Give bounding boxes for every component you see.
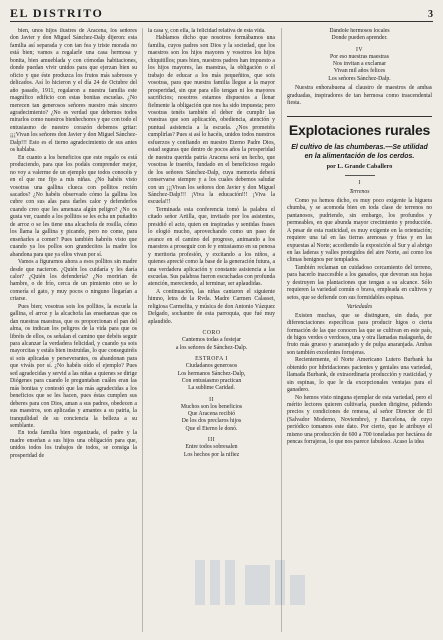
verse-line: Los hechos por la nifiez (183, 451, 240, 458)
verse-line: Los señores Sánchez-Dalp. (328, 75, 391, 82)
page-header (10, 4, 433, 22)
verse-line: La sublime Caridad. (188, 385, 235, 392)
closing-paragraph: Nuestra enhorabuena al claustro de maestros de ambas graduadas, inspiradores de tan hermosa como trascendental fiesta. (287, 85, 432, 106)
verse-line: Cantemos todas a festejar (182, 337, 241, 344)
paragraph: la casa y, con ella, la felicidad relativa de esta vida. (148, 28, 266, 34)
section-numeral: I (358, 179, 361, 186)
magazine-title: EL DISTRITO (10, 6, 104, 20)
paragraph: Existen muchas, que se distinguen, sin duda, por diferenciaciones específicas para producir higos o cierta formación de las que conocen las que se cultivan en este país, de higos verdes o verdosos, una y otra llamadas malagueña, de fruto más grueso y anaranjado y de pulpa anaranjada. Ambas son también excelentes forrajeras. (287, 312, 432, 356)
verse-line: Nos invitan a exclamar (332, 61, 387, 68)
verse-line: Que Aracena recibió (187, 411, 236, 418)
paragraph: bien, unos hijos ilustres de Aracena, los señores don Javier y don Miguel Sánchez-Dalp dijeron: esta familia así separada y con tan fea y triste morada no está bien; vamos a regalarle una casa hermosa y bonita, bien amueblada y con cómodas habitaciones, donde puedan vivir unidos para que ejerzan bien su oficio y que éste produzca los frutos más sabrosos y delicados. Así lo hicieron y el día 24 de Octubre del año pasado, 1911, regalaron a nuestra familia este magnífico edificio con estas bonitas escuelas. ¿No merecen tan generosos señores nuestro más sincero agradecimiento? ¿No es verdad que debemos todos mirarlos como nuestros bienhechores y que con todo el entusiasmo de nuestro corazón debemos gritar: ¡¡¡Vivan los señores don Javier y don Miguel Sánchez-Dalp!!! Esto es el tierno agradecimiento de sus antes os hablaba. (10, 28, 137, 154)
column-divider (281, 28, 282, 632)
byline: por L. Grande Caballero (326, 163, 393, 171)
section-rule (287, 116, 432, 117)
hymn-coro-title: CORO (202, 330, 221, 337)
verse-line: Entre todos sobresalen (185, 444, 238, 451)
paragraph: No hemos visto ninguna ejemplar de esta variedad, pero el mérito lectores quieren cultivarla, pueden dirigirse, pidiendo precios y condiciones de remesa, al señor Director de El (Salvador Moderno, Noviembre), y Barcelona, de cuyo periódico tomamos este dato. Por cierto, que le atribuye el mismo una producción de 600 a 700 toneladas por hectárea de pencas forrajeras, lo que nos parece fabuloso. Acaso la idea (287, 394, 432, 446)
subheading-terrenos: Terrenos (349, 189, 370, 196)
column-right (287, 28, 432, 634)
hymn (148, 330, 275, 459)
verse-line: Por eso nuestras maestras (330, 53, 389, 60)
column-divider (142, 28, 143, 632)
verse-line: De los dos preclaros hijos (181, 418, 242, 425)
section-subtitle: El cultivo de las chumberas.—Se utilidad en la alimentación de los cerdos. (291, 144, 428, 160)
stanza-numeral: II (209, 396, 214, 403)
stanza-numeral: IV (355, 46, 364, 53)
verse-line: Donde pueden aprender. (331, 35, 388, 42)
verse-line: Ciudadanos generosos (185, 363, 238, 370)
paragraph: En toda familia bien organizada, el padre y la madre enseñan a sus hijos una obligación para que, unidos todos los trabajos de todos, se consiga la prosperidad de (10, 430, 137, 459)
paragraph: Pues bien; vosotras sois los pollitos, la escuela la gallina, el arroz y la alcachofa las enseñanzas que os dan nuestras maestras, que os proporcionan el pan del alma, os indican los peligros de la vida para que os libréis de ellos, os señalan el camino que debéis seguir para alcanzar la verdadera felicidad, y cuando ya sois mayorcitas y estáis bien instruidas, lo que conseguiréis si sois aplicadas y perseverantes, os abandonan para que viváis por sí. ¿No habéis oído el ejemplo? Pues sed agradecidas y servid a las niñas a quienes se dirige Diógenes para cuando le preguntaban cuáles eran las más bonitas y contestó que las más agradecidas a los beneficios que se les hacen, pues éstas cumplen sus deberes para con Dios, aman a sus padres, obedecen a sus maestros, son aplicadas y amantes a su patria, la tranquilidad de su conciencia la belleza a su semblante. (10, 303, 137, 430)
paragraph: A continuación, las niñas cantaron el siguiente himno, letra de la Rvda. Madre Carmen Calasset, religiosa Carmelita, y música de don Antonio Vázquez Delgado, sochantre de esta parroquia, que fué muy aplaudido. (148, 288, 275, 325)
paragraph: En cuanto a los beneficios que este regalo os está produciendo, para que los podáis comprender mejor, no voy a valerme de un ejemplo que todos conocéis y en el que me fijo a mis niñas. ¿No habéis visto vosotras una gallina clueca con pollitos recién sacados? ¿No habéis observado cómo la gallina los cubre con sus alas para darles calor y defenderlos cuando creo que les amenaza algún peligro? ¿No os gusta ver, cuando a los pollitos se les echa un puñadito de arroz o se les tiene una alcachofa de rosilla, cómo los llama la gallina y picando, pero no come, para enseñarles a comer? Pues también habréis visto que cuando ya los pollos son grandecitos la madre los abandona para que ya ellos vivan por sí. (10, 154, 137, 258)
verse-line: Vivan mil años felices (333, 68, 386, 75)
paragraph: Terminada esta conferencia tomó la palabra el citado señor Artilla, que, invitado por los asistentes, presidió el acto, quien en inspiradas y sentidas frases lo elogió mucho, aprovechando como un paso de avance en el camino del progreso, animando a los maestros a proseguir con fe y entusiasmo en su penosa y meritoria profesión, y excitando a los niños, a quienes aprecié como la base de la generación futura, a una verdadera aplicación y constante asistencia a las escuelas. Sus palabras fueron escuchadas con profunda atención, mereciendo, al terminar, ser aplaudidas. (148, 206, 275, 288)
stanza-title: ESTROFA I (195, 356, 228, 363)
hymn-continued (287, 28, 432, 83)
paragraph: Como ya hemos dicho, es muy poco exigente la higuera chumba, y se acomoda bien en toda clase de terrenos no pantanosos, pudriendo, sin embargo, los profundos y permeables, en que abunda mayor crecimiento y producción. A pesar de esta rusticidad, es muy exigente en la orientación; requiere una tal en las tierras arenosas y frías y en las expuestas al Norte; accediendo la exposición al Sur y al abrigo en las laderas y valles protegidos del aire Norte, así como los climas benignos per templados. (287, 197, 432, 264)
verse-line: Muchos son los beneficios (180, 403, 243, 410)
paragraph: Hablamos dicho que nosotros formábamos una familia, cuyos padres son Dios y la sociedad, que los maestros son los hijos mayores y vosotros los hijos chiquitillos; pues bien, nuestros padres han impuesto a los hijos mayores, las maestras, la obligación o el trabajo de educar a los más pequeñitos, que sois vosotras, para que nuestra familia llegue a la mayor prosperidad, sin que para ello tengan ni los mayores sacrificios; nosotros estamos dispuestos a llenar fielmente la obligación que nos ha sido impuesta; pero vosotras tenéis también el deber de cumplir las vuestras que son aplicación, obediencia, atención y puntual asistencia a la escuela. ¿Nos prometéis cumplirlas? Pues si así lo hacéis, unidos todos nuestros esfuerzos y confiando en nuestro Eterno Padre Dios, estad seguras que dentro de pocos años la prosperidad de nuestra querida patria Aracena será un hecho, que vosotras le traeréis, fundado en el beneficioso regalo de los señores Sánchez-Dalp, cuya memoria deberá conservarse siempre y a los cuales debemos saludar con un ¡¡¡Vivan los señores don Javier y don Miguel Sánchez-Dalp!!! ¡Viva la educación!!! ¡Viva la escuela!!! (148, 35, 275, 206)
verse-line: Dándole hermosos locales (329, 28, 390, 34)
paragraph: Vamos a figurarnos ahora a esos pollitos sin madre desde que nacieron. ¿Quién los cuidaría y les daría calor? ¿Quién los defendería? ¿No morirían de hambre, o de frío, cerca de un pimiento otro se lo comería el gato, y muy pocos o ninguno llegarían a criarse. (10, 259, 137, 303)
subheading-variedades: Variedades (346, 304, 373, 311)
verse-line: Que el Eterno le donó. (185, 425, 238, 432)
stanza-numeral: III (207, 436, 216, 443)
paragraph: Recientemente, el Norte Americano Lutero Burbank ha obtenido por hibridaciones pacientes y geniales una variedad, llamada Burbank, de extraordinaria producción y rusticidad, y sin espinas, lo que le da excepcionales ventajas para el ganadero. (287, 357, 432, 394)
page-number: 3 (428, 9, 433, 20)
verse-line: Los hermanos Sánchez-Dalp, (177, 370, 246, 377)
section-title: Explotaciones rurales (288, 122, 431, 139)
paragraph: También reclaman un cuidadoso cercamiento del terreno, para hacerlo inaccesible a los ganados, que devoran sus hojas y destruyen las plantaciones que tengan a su alcance. Sólo requieren la variedad común o brava, empleada en cultivos y setos, que se defiende con sus formidables espinas. (287, 264, 432, 301)
verse-line: a los señores de Sánchez-Dalp. (175, 344, 248, 351)
verse-line: Con entusiasmo practican (181, 377, 242, 384)
column-left (10, 28, 137, 634)
divider (345, 175, 375, 176)
column-middle (148, 28, 275, 634)
